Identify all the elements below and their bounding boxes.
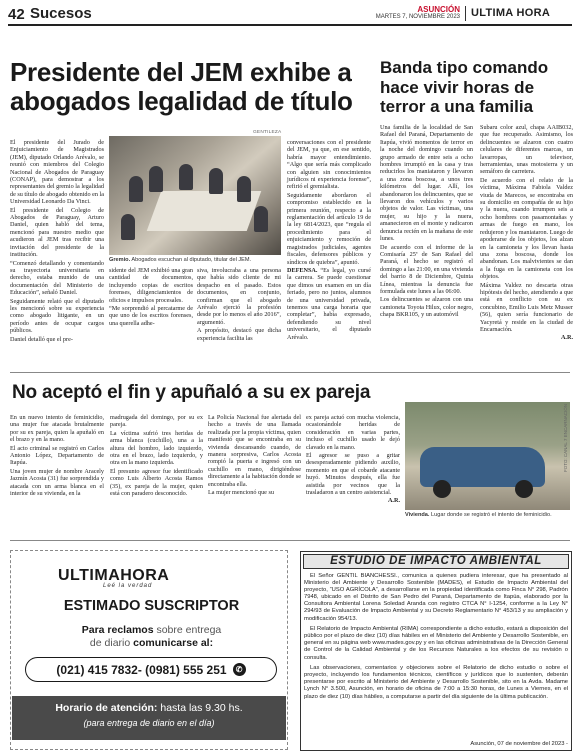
jem-col2-p: sidente del JEM exhibió una gran cantidad de documentos, incluyendo copias de escritos forenses, diligenciamientos de oficios e impulsos procesales. bbox=[109, 267, 193, 304]
femicide-col3 bbox=[208, 414, 301, 497]
femicide-col4-p: El agresor se puso a gritar desesperadamente pidiendo auxilio, momento en que el cobarde atacante huyó. Minutos después, ella fue asistida por vecinos que la trasladaron a un centro asistencial. bbox=[306, 452, 400, 497]
ad-instructions bbox=[24, 624, 279, 650]
jem-photo-caption bbox=[109, 257, 281, 263]
section-rule bbox=[10, 372, 570, 373]
femicide-col1 bbox=[10, 414, 104, 498]
femicide-col1-p: Una joven mujer de nombre Aracely Jazmín Acosta (31) fue sorprendida y atacada con un arma blanca en el interior de su vivienda, en la bbox=[10, 467, 104, 498]
femicide-photo-caption bbox=[405, 512, 575, 518]
femicide-col1-p: En un nuevo intento de feminicidio, una mujer fue atacada brutalmente por su ex pareja, quien la apuñaló en el brazo y en la mano. bbox=[10, 414, 104, 444]
eia-body bbox=[304, 573, 568, 704]
house-car-photo bbox=[405, 402, 570, 510]
ad-hours-value: hasta las 9.30 hs. bbox=[157, 702, 243, 714]
header-city: ASUNCIÓN bbox=[417, 5, 460, 14]
femicide-col3-p: La mujer mencionó que su bbox=[208, 489, 274, 497]
header-date: MARTES 7, NOVIEMBRE 2023 bbox=[375, 14, 460, 20]
femicide-col4-p: ex pareja actuó con mucha violencia, ocasionándole heridas de consideración en varias partes, incluso el cuchillo usado le dejó clavado en la mano. bbox=[306, 414, 400, 451]
jem-col3-p: siva, involucraba a una persona que había sido cliente de mi despacho en el pasado. Estos documentos, en conjunto, confirman que el abogado Arévalo ejerció la profesión desde por lo menos el año 2016”, argumentó. bbox=[197, 267, 281, 326]
jem-meeting-photo bbox=[109, 136, 281, 255]
femicide-headline: No aceptó el fin y apuñaló a su ex pareja bbox=[12, 382, 371, 403]
banda-headline: Banda tipo comando hace vivir horas de terror a una familia bbox=[380, 58, 549, 116]
jem-col4 bbox=[287, 139, 371, 342]
section-title: Sucesos bbox=[30, 5, 92, 22]
header-separator bbox=[465, 6, 466, 21]
jem-col1-p: Daniel detalló que el pre- bbox=[10, 335, 73, 343]
femicide-col4 bbox=[306, 414, 400, 506]
jem-headline: Presidente del JEM exhibe a abogados legalidad de título bbox=[10, 57, 353, 116]
femicide-col3-p: La Policía Nacional fue alertada del hecho a través de una llamada realizada por la propia víctima, quien manifestó que se encontraba en su vivienda descansando cuando, de manera sorpresiva, Carlos Acosta rompió la puerta e ingresó con un cuchillo en mano, dirigiéndose directamente a la habitación donde se encontraba ella. bbox=[208, 414, 301, 488]
banda-col2-p: Máxima Valdez no descarta otras hipótesis del hecho, atendiendo a que está en conflicto con su ex concubino, Emilio Luis Metz Musser (56), quien sería funcionario de Yacyretá y reside en la ciudad de Encarnación. bbox=[480, 281, 573, 333]
ad-text: sobre entrega bbox=[156, 624, 222, 636]
ad-text: Para reclamos bbox=[81, 624, 157, 636]
femicide-col1-p: El acto criminal se registró en Carlos Antonio López, Departamento de Itapúa. bbox=[10, 444, 104, 467]
jem-col2 bbox=[109, 267, 193, 328]
eia-paragraph: El Relatorio de Impacto Ambiental (RIMA) correspondiente a dicho estudio, estará a disposición del público por el plazo de diez (10) días hábiles en el Ministerio del Ambiente y Desarrollo Sostenible, en general en su página web www.mades.gov.py y en las oficinas administrativas de la Dirección General de Control de la Calidad Ambiental y de los Recursos Naturales a los efectos de su revisión o consulta. bbox=[304, 626, 568, 661]
banda-col2 bbox=[480, 124, 573, 343]
jem-col1-p: El presidente del Colegio de Abogados de Paraguay, Arturo Daniel, quien habló del tema, mencionó para nuestro medio que acudieron al JEM tras recibir una invitación del presidente de la institución. bbox=[10, 206, 104, 259]
jem-col3 bbox=[197, 267, 281, 343]
ad-logo: ULTIMAHORA bbox=[58, 567, 170, 584]
caption-label: Vivienda. bbox=[405, 512, 430, 518]
eia-paragraph: Las observaciones, comentarios y objeciones sobre el Relatorio de dicho estudio o sobre el proyecto, incluyendo los fundamentos técnicos, científicos y jurídicos que lo sustenten, deberán presentarse por escrito al Ministerio del Ambiente y Desarrollo Sostenible, sito en la Avda. Madame Lynch N° 3.500, Asunción, en horario de oficina de 7:00 a 15:30 horas, de Lunes a Viernes, en el plazo de diez (10) días hábiles, a computarse a partir del día siguiente de la última publicación. bbox=[304, 665, 568, 700]
page-number: 42 bbox=[8, 6, 25, 23]
jem-col2-p: “Me sorprendió al percatarme de que uno de los escritos forenses, una querella adhe- bbox=[109, 305, 193, 327]
banda-col2-p: Subaru color azul, chapa AAIB032, que fue recuperado. Asimismo, los delincuentes se alzaron con cuatro celulares de diferentes marcas, un lavarropas, un televisor, herramientas, unas motosierra y un semáforo de carretera. bbox=[480, 124, 573, 176]
caption-text: Lugar donde se registró el intento de feminicidio. bbox=[429, 512, 552, 518]
eia-title: ESTUDIO DE IMPACTO AMBIENTAL bbox=[303, 554, 569, 569]
banda-col1-p: De acuerdo con el informe de la Comisaría 25ª de San Rafael del Paraná, el hecho se registró el domingo a las 21:00, en una vivienda del barrio 8 de Diciembre, Quinta Línea, mientras la denuncia fue formulada este lunes a las 06:00. bbox=[380, 243, 473, 295]
femicide-photo-credit: FOTO: CANAL 7 ENCARNACIÓN bbox=[563, 404, 568, 473]
section-rule bbox=[10, 540, 570, 541]
eia-paragraph: El Señor GENTIL BIANCHESSI., comunica a quienes pudiera interesar, que ha presentado al Ministerio del Ambiente y Desarrollo Sostenible (MADES), el Estudio de Impacto Ambiental del proyecto, “USO AGRÍCOLA”, a desarrollarse en la propiedad identificada como Finca N° 298, Padrón 7948, ubicado en el Distrito de San Pedro del Paraná, Departamento de Itapúa, elaborado por la Consultora Ambiental Lorena Soledad Aranda con registro CTCA N° I-1254, conforme a la Ley N° 294/93 de Evaluación de Impacto Ambiental y su Decreto Reglamentario N° 453/13 y su ampliación y modificación 954/13. bbox=[304, 573, 568, 622]
banda-col1 bbox=[380, 124, 473, 320]
jem-col3-p: A propósito, destacó que dicha experiencia facilita las bbox=[197, 327, 281, 342]
ad-title: ESTIMADO SUSCRIPTOR bbox=[63, 598, 240, 614]
jem-col1-p: “Comenzó detallando y comentando su trayectoria universitaria en derecho, estaba munido de una documentación del Ministerio de Educación”, señaló Daniel. bbox=[10, 259, 104, 297]
jem-col1-p: Seguidamente relató que el diputado les mencionó sobre su experiencia como abogado litigante, en un período antes de ocupar cargos públicos. bbox=[10, 297, 104, 335]
banda-col2-p: De acuerdo con el relato de la víctima, Máxima Fabiola Valdez viuda de Marecos, se encontraba en su domicilio en compañía de su hijo y la nuera, cuando irrumpen seis a ocho hombres con pasamontañas y armas de fuego en mano, los redujeron y los maniataron. Luego de apoderarse de los objetos, los alzan en la camioneta y los llevan hasta una zona boscosa, donde los abandonan. Los malvivientes se dan a la fuga en la camioneta con los objetos. bbox=[480, 176, 573, 281]
ad-phone-box bbox=[25, 657, 277, 682]
ad-tagline: Leé la verdad bbox=[103, 583, 153, 589]
jem-photo-credit: GENTILEZA bbox=[253, 130, 282, 135]
header-rule bbox=[8, 24, 572, 26]
banda-signature: A.R. bbox=[560, 334, 573, 342]
whatsapp-icon: ✆ bbox=[233, 663, 246, 676]
femicide-col2-p: La víctima sufrió tres heridas de arma blanca (cuchillo), una a la altura del hombro, lado izquierdo, otra en el brazo, lado izquierdo, y otra en la mano izquierda. bbox=[110, 429, 203, 467]
jem-col4-p: conversaciones con el presidente del JEM, ya que, en ese sentido, habría mayor entendimiento. “Algo que sería más complicado con alguien sin conocimientos jurídicos ni experiencia forense”, refirió el gremialista. bbox=[287, 139, 371, 191]
banda-col1-p: Los delincuentes se alzaron con una camioneta Toyota Hilux, color negro, chapa BKR105, y un automóvil bbox=[380, 296, 473, 319]
femicide-signature: A.R. bbox=[387, 497, 400, 505]
ad-hours-bar bbox=[12, 696, 286, 740]
defensa-label: DEFENSA. bbox=[287, 266, 318, 274]
femicide-col2-p: madrugada del domingo, por su ex pareja. bbox=[110, 414, 203, 429]
ad-phone-numbers: (021) 415 7832- (0981) 555 251 bbox=[56, 662, 227, 677]
caption-label: Gremio. bbox=[109, 257, 131, 263]
femicide-col2-p: El presunto agresor fue identificado como Luis Alberto Acosta Ramos (35), ex pareja de la mujer, quien está con paradero desconocido. bbox=[110, 467, 203, 498]
ad-text: de diario bbox=[89, 637, 134, 649]
femicide-col2 bbox=[110, 414, 203, 498]
ad-text: comunicarse al: bbox=[133, 637, 214, 649]
defensa-text: “Es legal, yo cursé la carrera. Se puede cuestionar que dimos un examen en un día feriado, pero no juntos, alumnos de una universidad privada, tenemos una carga horaria que completar”, había expresado, defendiendo su nivel universitario, el diputado Arévalo. bbox=[287, 266, 371, 341]
jem-col1 bbox=[10, 139, 104, 344]
caption-text: Abogados escuchan al diputado, titular del JEM. bbox=[130, 257, 252, 263]
jem-col1-p: El presidente del Jurado de Enjuiciamiento de Magistrados (JEM), diputado Orlando Arévalo, se reunió con miembros del Colegio Nacional de Abogados de Paraguay (CONAP), para demostrar a los representantes del gremio la legalidad de su título de abogado obtenido en la Universidad Leonardo Da Vinci. bbox=[10, 139, 104, 206]
eia-signature: Asunción, 07 de noviembre del 2023 - bbox=[470, 741, 568, 747]
banda-col1-p: Una familia de la localidad de San Rafael del Paraná, Departamento de Itapúa, vivió momentos de terror en la noche del domingo cuando un grupo armado de entre seis a ocho hombres irrumpió en la casa y tras reducirlos los maniataron y llevaron a una zona boscosa, a unos tres kilómetros del lugar. Allí, los abandonaron los delincuentes, que se llevaron dos vehículos y varios objetos de valor. Las víctimas, una mujer, su hijo y la nuera, amanecieron en el monte y radicaron denuncia recién en la mañana de este lunes. bbox=[380, 124, 473, 243]
jem-col4-p: Seguidamente abordaron el compromiso establecido en la primera reunión, respecto a la reglamentación del artículo 19 de la ley 6814/2023, que “regula el procedimiento para el enjuiciamiento y remoción de magistrados judiciales, agentes fiscales, defensores públicos y síndicos de quiebra”, apuntó. bbox=[287, 191, 371, 266]
ad-note: (para entrega de diario en el día) bbox=[83, 718, 215, 728]
jem-col4-p bbox=[287, 267, 371, 341]
ad-hours-label: Horario de atención: bbox=[55, 702, 158, 714]
newspaper-name: ULTIMA HORA bbox=[471, 7, 551, 19]
